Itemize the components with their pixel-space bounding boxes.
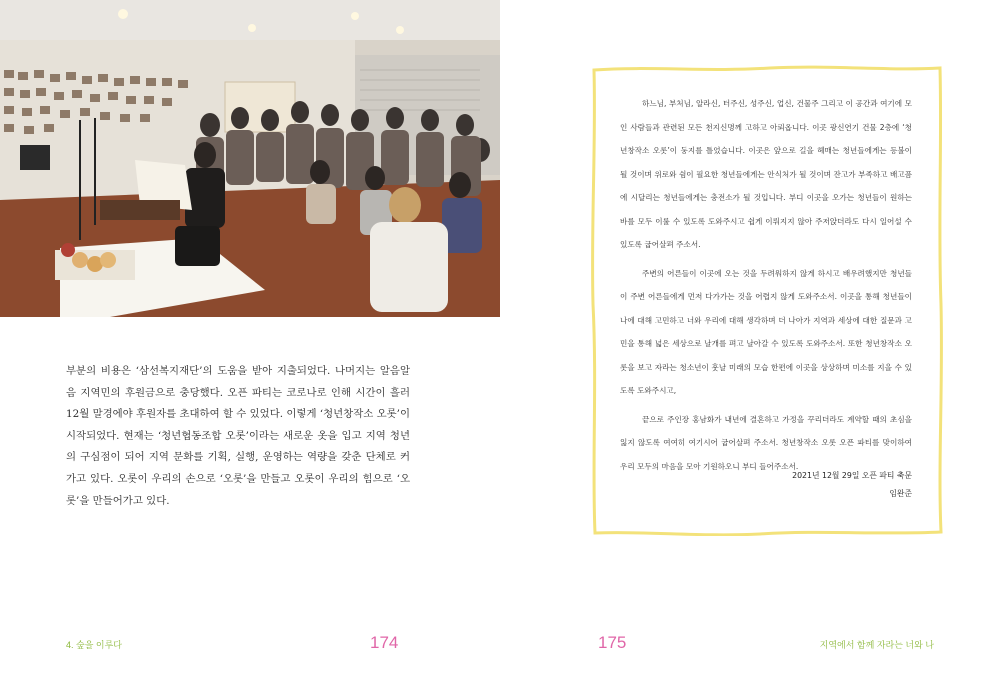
letter-paragraph: 하느님, 부처님, 알라신, 터주신, 성주신, 업신, 건물주 그리고 이 공간과 여기에 모인 사람들과 관련된 모든 천지신명께 고하고 아뢰옵니다. 이곳 광신연기 건물 2층에 ‘청년창작소 오롯’이 둥지를 틀었습니다. 이곳은 앞으로 길을 헤매는 청년들에게는 등불이 될 것이며 위로와 쉼이 필요한 청년들에게는 안식처가 될 것이며 잔고가 부족하고 배고픔에 시달리는 청년들에게는 충전소가 될 것입니다. 부디 이곳을 오가는 청년들이 원하는 바를 모두 이룰 수 있도록 도와주시고 쉽게 이뤄지지 않아 주저앉더라도 다시 일어설 수 있도록 굽어살펴 주소서. <box>620 99 912 249</box>
page-number-right: 175 <box>598 633 627 652</box>
event-photo <box>0 0 500 317</box>
letter-body <box>620 92 912 483</box>
chapter-title: 4. 숲을 이루다 <box>66 640 122 650</box>
letter-paragraph: 끝으로 주인장 홍남화가 내년에 결혼하고 가정을 꾸리더라도 계약할 때의 초심을 잃지 않도록 여여히 여기시어 굽어살펴 주소서. 청년창작소 오롯 오픈 파티를 맞이하여 우리 모두의 마음을 모아 기원하오니 부디 들어주소서. <box>620 414 912 471</box>
page-number-left: 174 <box>370 633 399 652</box>
letter-paragraph: 주변의 어른들이 이곳에 오는 것을 두려워하지 않게 하시고 배우려했지만 청년들이 주변 어른들에게 먼저 다가가는 것을 어렵지 않게 도와주소서. 이곳을 통해 청년들이 나에 대해 고민하고 너와 우리에 대해 생각하며 더 나아가 지역과 세상에 대한 질문과 고민을 통해 넓은 세상으로 날개를 펴고 날아갈 수 있도록 도와주소서. 또한 청년창작소 오롯을 보고 자라는 청소년이 훗날 미래의 모습 한편에 이곳을 상상하며 미소를 지을 수 있도록 도와주시고, <box>620 268 912 395</box>
body-paragraph: 부분의 비용은 ‘삼선복지재단’의 도움을 받아 지출되었다. 나머지는 알음알음 지역민의 후원금으로 충당했다. 오픈 파티는 코로나로 인해 시간이 흘러 12월 말경에야 후원자를 초대하여 할 수 있었다. 이렇게 ‘청년창작소 오롯’이 시작되었다. 현재는 ‘청년협동조합 오롯’이라는 새로운 옷을 입고 지역 청년의 구심점이 되어 지역 문화를 기획, 실행, 운영하는 역량을 갖춘 단체로 커가고 있다. 오롯이 우리의 손으로 ‘오롯’을 만들고 오롯이 우리의 힘으로 ‘오롯’을 만들어가고 있다. <box>66 365 410 507</box>
book-title: 지역에서 함께 자라는 너와 나 <box>819 640 934 650</box>
letter-author: 임완준 <box>889 489 912 498</box>
left-body-text <box>66 361 410 512</box>
letter-date: 2021년 12월 29일 오픈 파티 축문 <box>792 471 912 480</box>
